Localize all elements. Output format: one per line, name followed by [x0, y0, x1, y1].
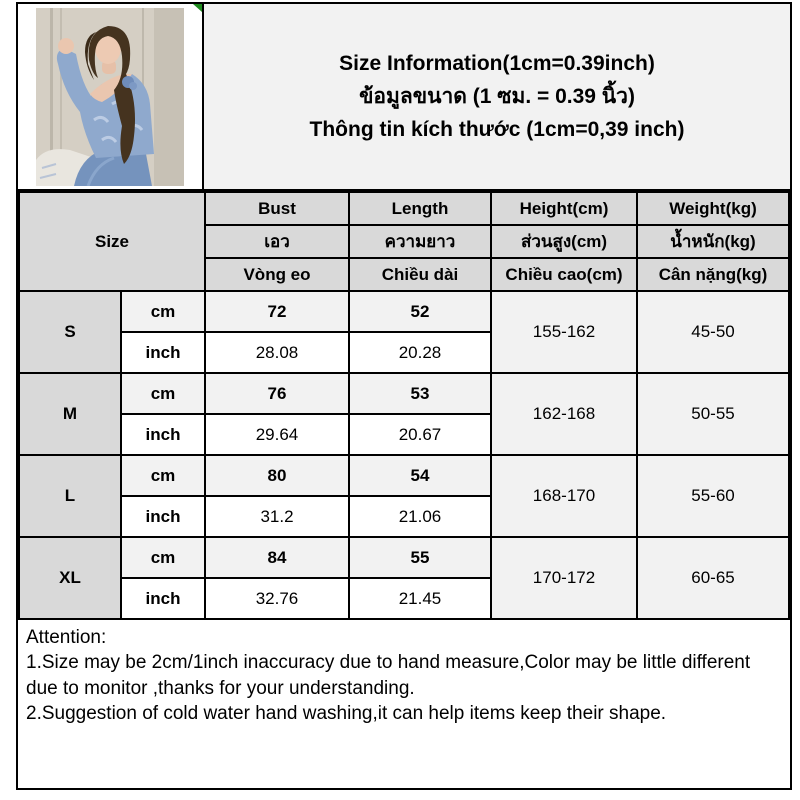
unit-cm-l: cm [121, 455, 205, 496]
attention-heading: Attention: [26, 627, 107, 648]
m-length-cm: 53 [349, 373, 491, 414]
s-weight-range: 45-50 [637, 291, 789, 373]
xl-bust-cm: 84 [205, 537, 349, 578]
row-m-cm [19, 373, 789, 414]
xl-height-range: 170-172 [491, 537, 637, 619]
unit-inch-s: inch [121, 332, 205, 373]
col-header-height-vi: Chiều cao(cm) [491, 258, 637, 291]
unit-inch-l: inch [121, 496, 205, 537]
attention-note [18, 620, 790, 788]
s-height-range: 155-162 [491, 291, 637, 373]
col-header-weight-en: Weight(kg) [637, 192, 789, 225]
s-bust-cm: 72 [205, 291, 349, 332]
row-s-cm [19, 291, 789, 332]
l-bust-cm: 80 [205, 455, 349, 496]
unit-inch-m: inch [121, 414, 205, 455]
xl-length-cm: 55 [349, 537, 491, 578]
column-header-row-en [19, 192, 789, 225]
attention-line-2: 2.Suggestion of cold water hand washing,it can help items keep their shape. [26, 702, 667, 724]
size-chart-sheet [16, 2, 792, 790]
size-info-title [204, 4, 790, 189]
unit-cm-xl: cm [121, 537, 205, 578]
xl-length-inch: 21.45 [349, 578, 491, 619]
col-header-length-en: Length [349, 192, 491, 225]
unit-cm-s: cm [121, 291, 205, 332]
unit-cm-m: cm [121, 373, 205, 414]
col-header-weight-th: น้ำหนัก(kg) [637, 225, 789, 258]
green-corner-marker-icon [193, 4, 202, 12]
col-header-bust-th: เอว [205, 225, 349, 258]
unit-inch-xl: inch [121, 578, 205, 619]
l-length-cm: 54 [349, 455, 491, 496]
m-length-inch: 20.67 [349, 414, 491, 455]
l-bust-inch: 31.2 [205, 496, 349, 537]
row-xl-cm [19, 537, 789, 578]
m-weight-range: 50-55 [637, 373, 789, 455]
attention-line-1: 1.Size may be 2cm/1inch inaccuracy due to hand measure,Color may be little different due to monitor ,thanks for your understanding. [26, 652, 751, 699]
col-header-height-en: Height(cm) [491, 192, 637, 225]
m-height-range: 162-168 [491, 373, 637, 455]
size-label-s: S [19, 291, 121, 373]
model-photo [36, 8, 184, 186]
size-table [18, 191, 790, 620]
m-bust-inch: 29.64 [205, 414, 349, 455]
l-length-inch: 21.06 [349, 496, 491, 537]
title-line-english: Size Information(1cm=0.39inch) [339, 52, 655, 75]
col-header-weight-vi: Cân nặng(kg) [637, 258, 789, 291]
xl-weight-range: 60-65 [637, 537, 789, 619]
size-label-m: M [19, 373, 121, 455]
size-column-header: Size [19, 192, 205, 291]
size-label-xl: XL [19, 537, 121, 619]
title-line-vietnamese: Thông tin kích thước (1cm=0,39 inch) [309, 118, 685, 141]
m-bust-cm: 76 [205, 373, 349, 414]
size-label-l: L [19, 455, 121, 537]
s-bust-inch: 28.08 [205, 332, 349, 373]
col-header-bust-vi: Vòng eo [205, 258, 349, 291]
header-row [18, 4, 790, 191]
col-header-bust-en: Bust [205, 192, 349, 225]
l-height-range: 168-170 [491, 455, 637, 537]
product-photo-cell [18, 4, 204, 189]
col-header-length-vi: Chiều dài [349, 258, 491, 291]
col-header-length-th: ความยาว [349, 225, 491, 258]
l-weight-range: 55-60 [637, 455, 789, 537]
title-line-thai: ข้อมูลขนาด (1 ซม. = 0.39 นิ้ว) [359, 85, 635, 108]
s-length-inch: 20.28 [349, 332, 491, 373]
s-length-cm: 52 [349, 291, 491, 332]
col-header-height-th: ส่วนสูง(cm) [491, 225, 637, 258]
xl-bust-inch: 32.76 [205, 578, 349, 619]
row-l-cm [19, 455, 789, 496]
